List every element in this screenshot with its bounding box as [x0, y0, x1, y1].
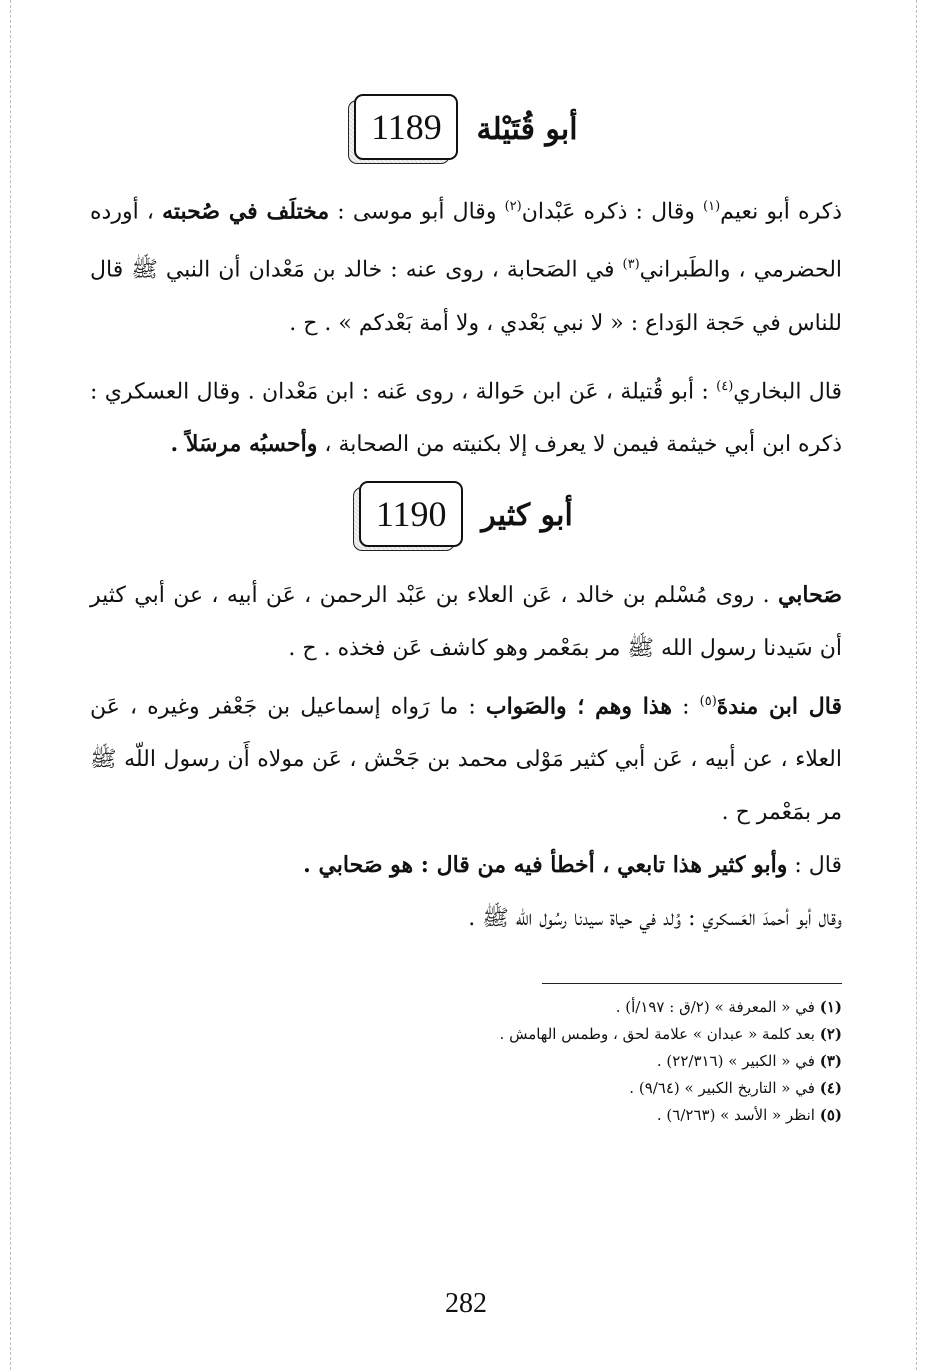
text-segment: ، أورده الحضرمي ، والطَبراني [90, 199, 843, 283]
text-segment: قال ابن مندةَ [716, 693, 842, 720]
text-segment: وقال : ذكره عَبْدان [521, 199, 704, 225]
margin-line-right [916, 0, 917, 1370]
text-segment: قال البخاري [733, 378, 842, 404]
footnote-text: انظر « الأسد » (٦/٢٦٣) . [656, 1106, 815, 1125]
footnote-ref: (٤) [716, 378, 734, 394]
footnote-ref: (٢) [504, 199, 522, 214]
text-segment: : ما رَواه إسماعيل بن جَعْفر وغيره ، عَن العلاء ، عن أبيه ، عَن أبي كثير مَوْلى محمد بن جَحْش ، عَن مولاه أَن رسول اللّه ﷺ مر بمَعْمر ح . [90, 694, 842, 826]
footnote-marker: (٣) [819, 1052, 842, 1071]
entry-name: أبو كثير [481, 498, 573, 534]
paragraph [90, 360, 842, 471]
entry-number: 1190 [359, 481, 463, 547]
footnote-ref: (٣) [622, 257, 640, 273]
paragraph [90, 892, 842, 945]
entry-header [90, 94, 842, 164]
footnote-ref: (٥) [699, 693, 717, 709]
footnote-marker: (٥) [819, 1106, 842, 1125]
footnote-text: في « المعرفة » (٢/ق : ١٩٧/أ) . [615, 998, 815, 1017]
paragraph-spacer [90, 350, 842, 360]
footnote [90, 1075, 842, 1102]
text-segment: مختلَف في صُحبته [162, 198, 330, 225]
footnote [90, 1048, 842, 1075]
entry-name: أبو قُتَيْلة [476, 111, 578, 147]
book-page [90, 80, 842, 1320]
footnote [90, 1102, 842, 1129]
text-segment: وأحسبُه مرسَلاً . [170, 430, 318, 457]
text-segment: . روى مُسْلم بن خالد ، عَن العلاء بن عَبْد الرحمن ، عَن أبيه ، عن أبي كثير أن سَيدنا رسول الله ﷺ مر بمَعْمر وهو كاشف عَن فخذه . ح . [90, 582, 842, 661]
text-segment: وقال أبو موسى : [329, 199, 505, 225]
entry-number-box [354, 94, 458, 164]
text-segment: : أبو قُتيلة ، عَن ابن حَوالة ، روى عَنه : ابن مَعْدان . وقال العسكري : ذكره ابن أبي خيثمة فيمن لا يعرف إلا بكنيته من الصحابة ، [90, 378, 842, 457]
text-segment: قال : [787, 853, 842, 879]
footnote-marker: (٤) [819, 1079, 842, 1098]
page-number: 282 [445, 1288, 487, 1319]
text-segment: هذا وهم ؛ والصَواب [485, 693, 672, 720]
paragraph [90, 569, 842, 675]
footnote [90, 1021, 842, 1048]
paragraph [90, 839, 842, 892]
footnote-text: في « التاريخ الكبير » (٩/٦٤) . [629, 1079, 815, 1098]
text-segment: ذكره أبو نعيم [720, 199, 842, 225]
text-segment: : [672, 694, 700, 720]
entry-number: 1189 [354, 94, 458, 160]
footnote-text: في « الكبير » (٢٢/٣١٦) . [656, 1052, 815, 1071]
footnote-marker: (٢) [819, 1025, 842, 1044]
footnote-ref: (١) [703, 199, 721, 214]
entry-number-box [359, 481, 463, 551]
margin-line-left [10, 0, 11, 1370]
text-segment: وقال أبو أحمدَ العَسكري : وُلد في حياة سيدنا رسُول اللّه ﷺ . [468, 906, 842, 932]
text-segment: صَحابي [777, 581, 842, 608]
entry-header [90, 481, 842, 551]
footnote-marker: (١) [819, 998, 842, 1017]
paragraph [90, 180, 842, 350]
footnote-text: بعد كلمة « عبدان » علامة لحق ، وطمس الهامش . [499, 1025, 815, 1044]
text-segment: وأبو كثير هذا تابعي ، أخطأ فيه من قال : هو صَحابي . [303, 852, 788, 879]
text-segment: في الصَحابة ، روى عنه : خالد بن مَعْدان أن النبي ﷺ قال للناس في حَجة الوَداع : « لا نبي بَعْدي ، ولا أمة بَعْدكم » . ح . [90, 257, 842, 336]
footnotes-list [90, 994, 842, 1129]
footnote-divider [542, 983, 842, 984]
footnote [90, 994, 842, 1021]
entries-container [90, 94, 842, 945]
paragraph [90, 675, 842, 839]
